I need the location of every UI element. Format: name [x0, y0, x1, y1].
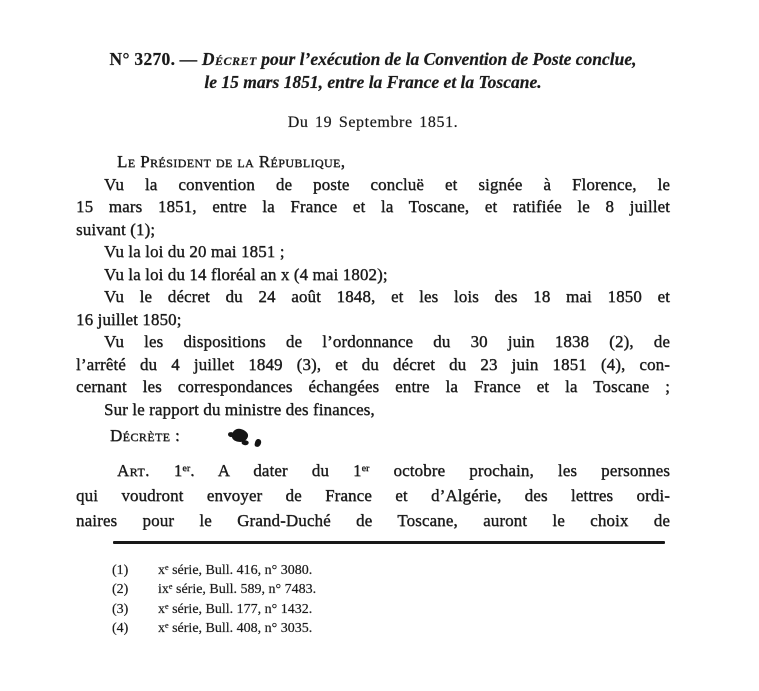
footnote-line: [112, 580, 670, 600]
salutation-line: Le Président de la République,: [117, 152, 346, 171]
article-label: Art.: [117, 460, 150, 480]
decree-body: [76, 151, 670, 533]
series-superscript: e: [165, 620, 169, 630]
series-superscript: e: [165, 601, 169, 611]
footnote-text: série, Bull. 416, n° 3080.: [168, 562, 313, 578]
series-superscript: e: [165, 562, 169, 572]
article-text: octobre prochain, les personnes: [393, 460, 670, 480]
article-1-line1: [76, 458, 670, 483]
footnote-series: x: [158, 621, 165, 636]
footnote-text: série, Bull. 589, n° 7483.: [172, 582, 317, 597]
body-line: Vu le décret du 24 août 1848, et les lois des 18 mai 1850 et: [104, 287, 670, 306]
footnote-text: série, Bull. 408, n° 3035.: [168, 621, 313, 636]
footnote-number: (4): [112, 621, 129, 636]
body-line: 16 juillet 1850;: [76, 309, 182, 329]
body-line: 15 mars 1851, entre la France et la Toscane, et ratifiée le 8 juillet: [76, 197, 670, 216]
footnote-divider: [113, 541, 665, 544]
decree-title-line1: [76, 48, 670, 71]
body-line: qui voudront envoyer de France et d’Algérie, des lettres ordi-: [76, 485, 670, 505]
decree-keyword: Décret: [201, 49, 257, 69]
body-line: suivant (1);: [76, 219, 156, 239]
ink-speck: [254, 438, 262, 447]
body-line: Vu la convention de poste concluë et signée à Florence, le: [104, 174, 670, 194]
footnote-number: (3): [112, 601, 129, 617]
footnote-number: (1): [112, 562, 129, 578]
series-superscript: e: [168, 581, 173, 591]
ink-blot: [231, 427, 249, 443]
footnotes-list: [76, 561, 670, 639]
body-line: Vu la loi du 20 mai 1851 ;: [104, 242, 285, 261]
footnote-series: ix: [158, 582, 169, 597]
ordinal-superscript: er: [182, 462, 191, 474]
footnote-number: (2): [112, 582, 129, 597]
article-text: . A dater du 1: [190, 460, 362, 480]
footnote-line: [112, 619, 670, 639]
footnote-series: x: [158, 601, 165, 617]
decrete-label: Décrète :: [110, 426, 181, 445]
footnote-line: [112, 600, 670, 620]
body-line: Vu les dispositions de l’ordonnance du 30 juin 1838 (2), de: [104, 332, 670, 351]
decree-header: [76, 0, 670, 132]
decree-title-text: pour l’exécution de la Convention de Poste conclue,: [261, 49, 637, 69]
decree-enactment-line: [76, 425, 670, 448]
body-line: Vu la loi du 14 floréal an x (4 mai 1802);: [104, 264, 388, 284]
body-line: Sur le rapport du ministre des finances,: [104, 399, 375, 419]
body-line: naires pour le Grand-Duché de Toscane, auront le choix de: [76, 510, 670, 530]
footnote-line: [112, 561, 670, 581]
ordinal-superscript: er: [361, 462, 370, 474]
decree-date: Du 19 Septembre 1851.: [287, 114, 459, 131]
footnote-series: x: [158, 562, 165, 578]
decree-title-line2: le 15 mars 1851, entre la France et la Toscane.: [204, 72, 542, 92]
page-content: [76, 0, 670, 639]
article-number: 1: [173, 460, 183, 480]
body-line: cernant les correspondances échangées entre la France et la Toscane ;: [76, 377, 670, 396]
dash-separator: —: [179, 49, 198, 69]
body-line: l’arrêté du 4 juillet 1849 (3), et du décret du 23 juin 1851 (4), con-: [76, 354, 670, 374]
footnotes-section: [76, 541, 670, 639]
footnote-text: série, Bull. 177, n° 1432.: [168, 601, 313, 617]
decree-number: N° 3270.: [109, 49, 176, 69]
